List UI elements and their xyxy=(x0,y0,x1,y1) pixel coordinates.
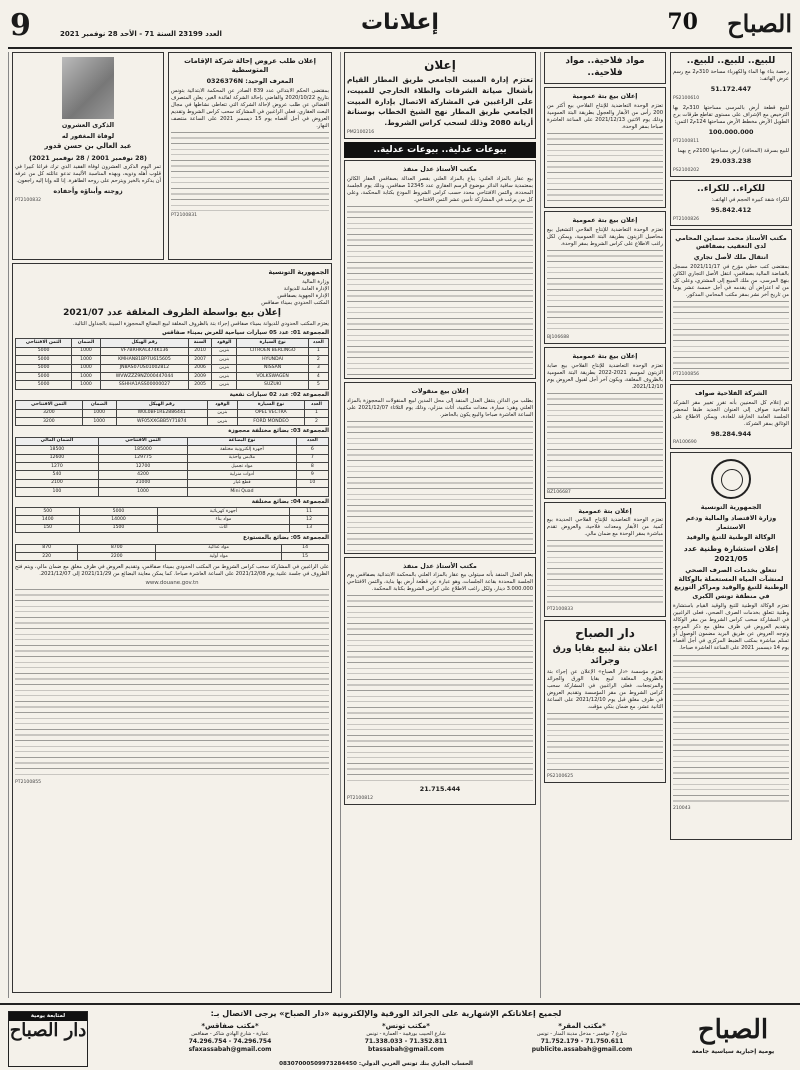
table-cell: 1 xyxy=(308,347,328,355)
table-cell: WF05XXGBB5Y71874 xyxy=(116,417,207,425)
company-notice-phone: 98.284.944 xyxy=(710,429,752,438)
top-row xyxy=(12,52,332,263)
table-cell: 18500 xyxy=(16,446,99,454)
table-cell: 2 xyxy=(304,417,328,425)
auction-notice-2: إعلان بيع منقولات بطلب من الدائن ينتقل العدل المنفذ إلى محل المدين لبيع المنقولات المحجوزة بالمزاد العلني وهي: سيارة، معدات مكتبية، أثاث منزلي، وذلك يوم الثلاثاء 2021/12/07 على الساعة العاشرة صباحا والبيع يكون بالحاضر. xyxy=(344,382,536,554)
auction-notice-1: مكتب الأستاذ عدل منفذ بيع عقار بالمزاد العلني: يباع بالمزاد العلني بقصر العدالة بصفاقس العقار الكائن بمعتمدية ساقية الدائر موضوع الرسم العقاري عدد 12345 صفاقس، وذلك يوم الجلسة المحددة، والثمن الافتتاحي محدد حسب كراس الشروط المودع بكتابة المحكمة، وعلى كل من يرغب في المشاركة تأمين عشر الثمن الافتتاحي. xyxy=(344,160,536,379)
rent-ads-box: للكراء.. للكراء.. للكراء شقة كبيرة الحجم في الهاتف: 95.842.412 PT2100826 xyxy=(670,180,792,226)
dorm-notice: إعلان تعتزم إدارة المبيت الجامعي طريق المطار القيام بأشغال صيانة الشرفات والطلاء الخارجي للمبيت، على الراغبين في المشاركة الاتصال بإدارة المبيت الجامعي طريق المطار نهج الشيخ الخطاب بوسنانة أريانة 2080 وذلك لسحب كراس الشروط. PM2100216 xyxy=(344,52,536,139)
table-cell: 15 xyxy=(282,553,329,561)
table-cell: 5000 xyxy=(16,372,72,380)
table-header-cell: الثمن الافتتاحي xyxy=(16,401,83,409)
table-header-cell: نوع السيارة xyxy=(237,339,308,347)
company-notice-box: الشركة الفلاحية صواف تم إعلام كل المعنيين بأنه تقرر تغيير مقر الشركة الفلاحية صواف إلى العنوان الجديد طبقا لمحضر الجلسة العامة الخارقة للعادة، ويمكن الاطلاع على الوثائق بمقر الشركة. 98.284.944 RA100690 xyxy=(670,384,792,450)
table-cell: بنزين xyxy=(207,417,237,425)
table-cell: 4200 xyxy=(98,471,187,479)
table-cell: مواد أولية xyxy=(156,553,282,561)
table-cell: 3200 xyxy=(16,417,83,425)
table-cell: ملابس وأحذية xyxy=(188,454,297,462)
table-row xyxy=(16,463,329,471)
table-cell: 1 xyxy=(304,409,328,417)
table-cell: أدوات منزلية xyxy=(188,471,297,479)
page-number: 9 xyxy=(10,8,31,43)
table-row xyxy=(16,372,329,380)
customs-tender: الجمهورية التونسية وزارة المالية الإدارة العامة للديوانة الإدارة الجهوية بصفاقس المكتب الحدودي بميناء صفاقس إعلان بيع بواسطة الظروف المغلقة عدد 2021/07 يعتزم المكتب الحدودي للديوانة بميناء صفاقس إجراء بتة بالظروف المغلقة لبيع البضائع المحجوزة المبينة بالجداول التالية. المجموعة 01: عدد 05 سيارات سياحية للعرض بميناء صفاقس العدد نوع السيارة الوقود السنة رقم الهيكل الضمان الثمن الافتتاحي 1 CITROEN BERLINGO بنزين 2010 VF7BRHKAL474K136 1000 5000 2 HYUNDAI بنزين 2007 KMHAN81BP7U615605 1000 5000 3 NISSAN بنزين 2006 JN8AS07US01002812 1000 5000 4 VOLKSWAGEN بنزين 2009 WVWZZZ9NZ000447044 1000 5000 5 SUZUKI بنزين 2005 SSHHA1ASS00000027 1000 5000 المجموعة 02: عدد 02 سيارات نفعية العدد نوع السيارة الوقود رقم الهيكل الضمان الثمن الافتتاحي 1 OPEL VECTRA بنزين W0L0BF1RE2886441 1000 3200 2 FORD MONDEO بنزين WF05XXGBB5Y71874 1000 3200 المجموعة 03: بضائع مختلفة محجوزة العدد نوع البضاعة الثمن الافتتاحي الضمان المالي 6 أجهزة إلكترونية مختلفة 185000 18500 7 ملابس وأحذية 129775 12600 8 مواد تجميل 12700 1270 9 أدوات منزلية 4200 540 10 قطع غيار 21000 2100 Mini Quad 1000 100 المجموعة 04: بضائع مختلفة 11 أجهزة كهربائية 5000 500 12 مواد بناء 14000 1400 13 أثاث 1500 150 المجموعة 05: بضائع بالمستودع 14 مواد غذائية 8700 870 15 مواد أولية 2200 220 على الراغبين في المشاركة سحب كراس الشروط من المكتب الحدودي بميناء صفاقس، وتقديم العروض في ظرف مغلق مع ضمان مالي، ويتم فتح الظروف في جلسة علنية يوم 2021/12/08 على الساعة العاشرة صباحا. كما يمكن معاينة البضائع من 2021/11/29 إلى 2021/12/07. www.douane.gov.tn PT2100855 xyxy=(12,263,332,993)
table-cell: NISSAN xyxy=(237,364,308,372)
deceased-photo xyxy=(62,57,114,119)
table-row xyxy=(16,409,329,417)
issue-line: العدد 23199 السنة 71 - الأحد 28 نوفمبر 2021 xyxy=(60,30,222,38)
table-cell: 3200 xyxy=(16,409,83,417)
table-cell: أجهزة كهربائية xyxy=(157,508,290,516)
ministry-tender-box: الجمهورية التونسية وزارة الاقتصاد والمالية ودعم الاستثمار الوكالة الوطنية للتبغ والوقيد إعلان استشارة وطنية عدد 2021/05 تتعلق بخدمات الصرف الصحي لمنشآت المياه المستعملة بالوكالة الوطنية للتبغ والوقيد ومراكز التوزيع في منطقة تونس الكبرى تعتزم الوكالة الوطنية للتبغ والوقيد القيام باستشارة وطنية تتعلق بخدمات الصرف الصحي، فعلى الراغبين في المشاركة سحب كراس الشروط من مقر الوكالة وتقديم العروض في ظرف مغلق مع ذكر المرجع، وتوجه العروض عن طريق البريد مضمون الوصول أو تسلم مباشرة بمكتب الضبط المركزي في أجل أقصاه يوم 14 ديسمبر 2021 على الساعة العاشرة صباحا. 210043 xyxy=(670,452,792,840)
table-row xyxy=(16,544,329,552)
ministry-tender-body: تعتزم الوكالة الوطنية للتبغ والوقيد القيام باستشارة وطنية تتعلق بخدمات الصرف الصحي، فعلى الراغبين في المشاركة سحب كراس الشروط من مقر الوكالة وتقديم العروض في ظرف مغلق مع ذكر المرجع، وتوجه العروض عن طريق البريد مضمون الوصول أو تسلم مباشرة بمكتب الضبط المركزي في أجل أقصاه يوم 14 ديسمبر 2021 على الساعة العاشرة صباحا. xyxy=(673,602,789,651)
lawyer-notice-box: مكتب الأستاذ محمد سماين المحامي لدى التعقيب بصفاقس انتقال ملك لأصل تجاري بمقتضى كتب خطي مؤرخ في 2021/11/17 مسجل بالقباضة المالية بصفاقس، انتقل الأصل التجاري الكائن بنهج المرسى، من ملك المبيع إلى المشتري، وعلى كل من له اعتراض أن يقدمه في أجل خمسة عشر يوما من تاريخ آخر نشر بمقر مكتب المحامي المذكور. PT2100856 xyxy=(670,229,792,381)
table-cell: 13 xyxy=(290,524,329,532)
sale-ad-3-phone: 29.033.238 xyxy=(710,156,752,165)
table-cell: 1500 xyxy=(80,524,157,532)
masthead-rule xyxy=(8,47,792,49)
table-cell: VOLKSWAGEN xyxy=(237,372,308,380)
table-cell: 1000 xyxy=(72,364,101,372)
footer-promo-banner: لمتابعة يومية دار الصباح xyxy=(8,1011,88,1067)
table-cell: 1000 xyxy=(98,488,187,496)
dar-assabah-body: تعتزم مؤسسة «دار الصباح» الإعلان عن إجراء بتة بالظروف المغلقة لبيع بقايا الورق والجرائد والمرتجعات، فعلى الراغبين في المشاركة سحب كراس الشروط من مقر المؤسسة وتقديم العروض في ظرف مغلق قبل يوم 2021/12/10 على الساعة الثانية عشر، مع ضمان بنكي مؤقت. xyxy=(547,669,663,711)
obituary-dates: (28 نوفمبر 2001 / 28 نوفمبر 2021) xyxy=(29,153,147,162)
table-cell: 8700 xyxy=(78,544,156,552)
table-header-cell: الوقود xyxy=(212,339,237,347)
table-cell: SUZUKI xyxy=(237,381,308,389)
sale-ad-1-phone: 51.172.447 xyxy=(710,85,752,94)
table-cell: 2006 xyxy=(189,364,212,372)
goods-table xyxy=(15,437,329,497)
table-header-cell: الوقود xyxy=(207,401,237,409)
table-row xyxy=(16,454,329,462)
table-cell xyxy=(296,488,328,496)
table-row xyxy=(16,508,329,516)
table-cell: VF7BRHKAL474K136 xyxy=(100,347,188,355)
table-header-cell: الضمان xyxy=(72,339,101,347)
table-cell: 540 xyxy=(16,471,99,479)
table-cell: 2007 xyxy=(189,356,212,364)
table-cell: CITROEN BERLINGO xyxy=(237,347,308,355)
office-sfax: *مكتب صفاقس* عمارة - شارع الهادي شاكر - صفاقس 74.296.754 - 74.296.754 sfaxassabah@gmail.com xyxy=(146,1022,314,1054)
table-cell: مواد غذائية xyxy=(156,544,282,552)
republic-seal-icon xyxy=(711,459,751,499)
footer-bank-account: الحساب الجاري بنك تونس العربي الدولي: 08307000509973284450 xyxy=(279,1061,473,1067)
customs-website: www.douane.gov.tn xyxy=(145,579,199,586)
auction-notice-3-amount: 21.715.444 xyxy=(419,785,461,794)
ministry-tender-title: إعلان استشارة وطنية عدد 2021/05 xyxy=(683,543,779,563)
sale-ad-2-phone: 100.000.000 xyxy=(708,128,754,137)
table-cell: بنزين xyxy=(212,372,237,380)
table-cell: 2200 xyxy=(78,553,156,561)
table-cell: 1270 xyxy=(16,463,99,471)
section-title: إعلانات xyxy=(361,10,439,35)
table-row xyxy=(16,347,329,355)
ministry-tender-subtitle: تتعلق بخدمات الصرف الصحي لمنشآت المياه المستعملة بالوكالة الوطنية للتبغ والوقيد ومراكز التوزيع في منطقة تونس الكبرى xyxy=(674,565,788,600)
office-hq: *مكتب المقر* شارع 7 نوفمبر - مدخل مدينة المنار - تونس 71.752.179 - 71.750.611 publicite.assabah@gmail.com xyxy=(498,1022,666,1054)
table-cell: 2009 xyxy=(189,372,212,380)
table-cell: بنزين xyxy=(207,409,237,417)
table-cell: بنزين xyxy=(212,364,237,372)
table-cell: 14000 xyxy=(80,516,157,524)
table-row xyxy=(16,488,329,496)
table-cell: 2100 xyxy=(16,479,99,487)
agri-header: مواد فلاحية.. مواد فلاحية.. xyxy=(565,56,645,79)
table-header-cell: الضمان xyxy=(82,401,116,409)
table-cell: Mini Quad xyxy=(188,488,297,496)
lawyer-notice-title: مكتب الأستاذ محمد سماين المحامي لدى التعقيب بصفاقس xyxy=(675,233,787,251)
sale-ad-2: للبيع قطعة أرض بالمرسى مساحتها 310م2 بها الترخيص مع الإشراف على مستوى تقاطع طرقات برج الطويل الأرض مخطط الأرض مساحتها 124م2 الثمن: 100.000.000 PT2100811 xyxy=(673,105,789,144)
agri-ad-4: إعلان بتة عمومية تعتزم الوحدة التعاضدية للإنتاج الفلاحي الحديدة بيع كمية من الأبقار ومعدات فلاحية، والعروض تقدم مباشرة بمقر الوحدة مع ضمان مالي. PT2100833 xyxy=(544,502,666,617)
sale-ad-1: رخصة بناء بها الماء والكهرباء مساحة 310م2 مع رسم عرض الهاتف: 51.172.447 PS2100610 xyxy=(673,69,789,101)
table-cell: 1000 xyxy=(72,381,101,389)
table-cell: 870 xyxy=(16,544,78,552)
table-header-cell: السنة xyxy=(189,339,212,347)
goods-table-2 xyxy=(15,507,329,533)
table-cell: 1000 xyxy=(82,417,116,425)
table-cell: 12 xyxy=(290,516,329,524)
table-cell: أجهزة إلكترونية مختلفة xyxy=(188,446,297,454)
company-notice-title: الشركة الفلاحية صواف xyxy=(694,388,768,397)
table-header-cell: العدد xyxy=(308,339,328,347)
office-tunis-email[interactable]: btassabah@gmail.com xyxy=(368,1046,444,1054)
table-header-cell: نوع البضاعة xyxy=(188,437,297,445)
logo-anniversary-number: 70 xyxy=(667,9,698,35)
table-cell: 3 xyxy=(308,364,328,372)
table-cell: 100 xyxy=(16,488,99,496)
table-cell: JN8AS07US01002812 xyxy=(100,364,188,372)
table-cell: 220 xyxy=(16,553,78,561)
footer-logo: الصباح يومية إخبارية سياسية جامعة xyxy=(674,1013,792,1056)
office-tunis: *مكتب تونس* شارع الحبيب بورقيبة - العمارة - تونس 71.338.033 - 71.352.811 btassabah@gmail.com xyxy=(322,1022,490,1054)
table-cell: بنزين xyxy=(212,381,237,389)
table-row xyxy=(16,479,329,487)
table-row xyxy=(16,417,329,425)
table-cell: 5000 xyxy=(16,347,72,355)
table-cell: قطع غيار xyxy=(188,479,297,487)
table-cell: بنزين xyxy=(212,356,237,364)
table-row xyxy=(16,553,329,561)
table-cell: 4 xyxy=(308,372,328,380)
company-transfer-notice: إعلان طلب عروض إحالة شركة الإقامات المتوسطية المعرف الوحيد: 0326376N بمقتضى الحكم الابتدائي عدد 839 الصادر عن المحكمة الابتدائية بتونس بتاريخ 2020/10/22 والقاضي بإحالة الشركة لفائدة الغير، يعلن المتصرف القضائي عن طلب عروض لإحالة الشركة التي تتعاطى نشاطها في مجال البعث العقاري، فعلى الراغبين في المشاركة سحب كراس الشروط وتقديم العروض في أجل أقصاه يوم 15 ديسمبر 2021 على الساعة منتصف النهار. PT2100831 xyxy=(168,52,332,260)
agri-ad-2: إعلان بيع بتة عمومية تعتزم الوحدة التعاضدية للإنتاج الفلاحي التشغيل بيع محاصيل الزيتون بطريقة البتة العمومية، ويمكن لكل راغب الاطلاع على كراس الشروط بمقر الوحدة. BJ106688 xyxy=(544,211,666,344)
logo-wordmark: الصباح xyxy=(727,9,792,38)
office-hq-email[interactable]: publicite.assabah@gmail.com xyxy=(531,1046,633,1054)
table-row xyxy=(16,524,329,532)
company-notice-body: تم إعلام كل المعنيين بأنه تقرر تغيير مقر الشركة الفلاحية صواف إلى العنوان الجديد طبقا لمحضر الجلسة العامة الخارقة للعادة، ويمكن الاطلاع على الوثائق بمقر الشركة. xyxy=(673,399,789,427)
table-cell: KMHAN81BP7U615605 xyxy=(100,356,188,364)
table-header-cell: الثمن الافتتاحي xyxy=(98,437,187,445)
table-row xyxy=(16,381,329,389)
goods-table-3 xyxy=(15,544,329,562)
judicial-sales-header: بيوعات عدلية.. بيوعات عدلية.. xyxy=(344,142,536,158)
table-cell: 8 xyxy=(296,463,328,471)
table-cell: 7 xyxy=(296,454,328,462)
table-cell: بنزين xyxy=(212,347,237,355)
vehicles-table xyxy=(15,338,329,389)
table-cell: 12600 xyxy=(16,454,99,462)
agri-ad-1: إعلان بيع بتة عمومية تعتزم الوحدة التعاضدية للإنتاج الفلاحي بيع أكثر من 200 رأس من الأبقار والعجول بطريقة البتة العمومية وذلك يوم الاثنين 2021/12/13 على الساعة العاشرة صباحا بمقر الوحدة. xyxy=(544,87,666,208)
dorm-notice-title: إعلان xyxy=(424,58,456,72)
table-row xyxy=(16,356,329,364)
sale-ads-box xyxy=(670,52,792,177)
table-header-cell: رقم الهيكل xyxy=(100,339,188,347)
masthead xyxy=(0,0,800,48)
table-cell: 11 xyxy=(290,508,329,516)
table-row xyxy=(16,364,329,372)
office-sfax-email[interactable]: sfaxassabah@gmail.com xyxy=(188,1046,272,1054)
column-agricultural xyxy=(540,52,666,998)
agri-ad-3: إعلان بيع بتة عمومية تعتزم الوحدة التعاضدية للإنتاج الفلاحي بيع صابة الزيتون لموسم 2021-2022 بطريقة البتة العمومية بالظروف المغلقة، ويكون آخر أجل لقبول العروض يوم 2021/12/10. BZ106687 xyxy=(544,347,666,499)
table-cell: 1400 xyxy=(16,516,80,524)
table-row xyxy=(16,471,329,479)
dar-assabah-subtitle: اعلان بتة لبيع بقايا ورق وجرائد xyxy=(552,643,658,666)
table-header-cell: نوع السيارة xyxy=(238,401,305,409)
table-cell: أثاث xyxy=(157,524,290,532)
table-cell: 1000 xyxy=(72,347,101,355)
table-cell: 21000 xyxy=(98,479,187,487)
rent-ad-text: للكراء شقة كبيرة الحجم في الهاتف: xyxy=(711,196,789,203)
lawyer-notice-subtitle: انتقال ملك لأصل تجاري xyxy=(693,252,769,261)
footer xyxy=(0,1003,800,1070)
table-cell: 5000 xyxy=(16,364,72,372)
rent-header: للكراء.. للكراء.. xyxy=(697,183,765,194)
customs-letterhead: الجمهورية التونسية وزارة المالية الإدارة العامة للديوانة الإدارة الجهوية بصفاقس المكتب الحدودي بميناء صفاقس xyxy=(261,268,329,306)
rent-ad-phone: 95.842.412 xyxy=(710,205,752,214)
table-cell: 129775 xyxy=(98,454,187,462)
sale-ad-3: للبيع بسرقة (المحافة) أرض مساحتها 2100م ج بهما 29.033.238 PS2100202 xyxy=(673,147,789,173)
table-cell: SSHHA1ASS00000027 xyxy=(100,381,188,389)
table-cell: 6 xyxy=(296,446,328,454)
table-cell: 150 xyxy=(16,524,80,532)
utility-vehicles-table xyxy=(15,400,329,426)
table-cell: 1000 xyxy=(82,409,116,417)
dar-assabah-title: دار الصباح xyxy=(575,625,635,640)
column-judicial-sales xyxy=(340,52,536,998)
table-cell: 1000 xyxy=(72,372,101,380)
dar-assabah-tender: دار الصباح اعلان بتة لبيع بقايا ورق وجرائد تعتزم مؤسسة «دار الصباح» الإعلان عن إجراء بتة بالظروف المغلقة لبيع بقايا الورق والجرائد والمرتجعات، فعلى الراغبين في المشاركة سحب كراس الشروط من مقر المؤسسة وتقديم العروض في ظرف مغلق قبل يوم 2021/12/10 على الساعة الثانية عشر، مع ضمان بنكي مؤقت. PS2100625 xyxy=(544,620,666,784)
dorm-notice-body: تعتزم إدارة المبيت الجامعي طريق المطار القيام بأشغال صيانة الشرفات والطلاء الخارجي للمبيت، على الراغبين في المشاركة الاتصال بإدارة المبيت الجامعي طريق المطار نهج الشيخ الخطاب بوسنانة أريانة 2080 وذلك لسحب كراس الشروط. xyxy=(347,75,533,128)
table-cell: OPEL VECTRA xyxy=(238,409,305,417)
table-row xyxy=(16,516,329,524)
table-cell: 5000 xyxy=(80,508,157,516)
table-header-cell: رقم الهيكل xyxy=(116,401,207,409)
sale-header: للبيع.. للبيع.. للبيع.. xyxy=(686,56,776,66)
newspaper-logo xyxy=(664,4,792,44)
table-header-cell: الثمن الافتتاحي xyxy=(16,339,72,347)
table-cell: 500 xyxy=(16,508,80,516)
column-sales-rent xyxy=(670,52,792,998)
table-cell: HYUNDAI xyxy=(237,356,308,364)
deceased-name: عبد العالي بن حسن قدور xyxy=(44,142,132,151)
table-cell: FORD MONDEO xyxy=(238,417,305,425)
table-cell: مواد بناء xyxy=(157,516,290,524)
table-cell: 5000 xyxy=(16,381,72,389)
customs-tender-title: إعلان بيع بواسطة الظروف المغلقة عدد 2021/07 xyxy=(63,307,281,318)
table-header-cell: العدد xyxy=(304,401,328,409)
table-cell: مواد تجميل xyxy=(188,463,297,471)
footer-tagline: يومية إخبارية سياسية جامعة xyxy=(691,1048,775,1056)
table-cell: 5 xyxy=(308,381,328,389)
table-cell: 9 xyxy=(296,471,328,479)
table-cell: 2 xyxy=(308,356,328,364)
auction-notice-3: مكتب الأستاذ عدل منفذ يعلم العدل المنفذ بأنه سيتولى بيع عقار بالمزاد العلني بالمحكمة الابتدائية بصفاقس يوم الجلسة المحددة بقاعة الجلسات، وهو عبارة عن قطعة أرض بها بناية، والثمن الافتتاحي 3.000.000 دينار، ولكل راغب الاطلاع على كراس الشروط بكتابة المحكمة. 21.715.444 PT2100812 xyxy=(344,557,536,806)
table-cell: WVWZZZ9NZ000447044 xyxy=(100,372,188,380)
footer-contact-strip: لجميع إعلاناتكم الإشهارية على الجرائد الورقية والإلكترونية «دار الصباح» يرجى الاتصال بـ: xyxy=(210,1009,562,1018)
agri-header-box xyxy=(544,52,666,84)
table-cell: 2010 xyxy=(189,347,212,355)
table-header-cell: العدد xyxy=(296,437,328,445)
table-cell: 10 xyxy=(296,479,328,487)
table-cell: 185000 xyxy=(98,446,187,454)
table-cell: 1000 xyxy=(72,356,101,364)
lawyer-notice-body: بمقتضى كتب خطي مؤرخ في 2021/11/17 مسجل بالقباضة المالية بصفاقس، انتقل الأصل التجاري الكائن بنهج المرسى، من ملك المبيع إلى المشتري، وعلى كل من له اعتراض أن يقدمه في أجل خمسة عشر يوما من تاريخ آخر نشر بمقر مكتب المحامي المذكور. xyxy=(673,263,789,298)
table-row xyxy=(16,446,329,454)
obituary-notice: الذكرى العشرون لوفاة المغفور له عبد العالي بن حسن قدور (28 نوفمبر 2001 / 28 نوفمبر 2021) تمر اليوم الذكرى العشرون لوفاة الفقيد الذي ترك فراغا كبيرا في قلوب أهله وذويه، وبهذه المناسبة الأليمة تدعو عائلته كل من عرفه أن يذكره بالخير ويترحم على روحه الطاهرة. إنا لله وإنا إليه راجعون. زوجته وأبناؤه وأحفاده PT2100832 xyxy=(12,52,164,260)
table-header-cell: الضمان المالي xyxy=(16,437,99,445)
table-cell: 2005 xyxy=(189,381,212,389)
table-cell: W0L0BF1RE2886441 xyxy=(116,409,207,417)
table-cell: 5000 xyxy=(16,356,72,364)
table-cell: 14 xyxy=(282,544,329,552)
column-tenders xyxy=(8,52,332,998)
table-cell: 12700 xyxy=(98,463,187,471)
